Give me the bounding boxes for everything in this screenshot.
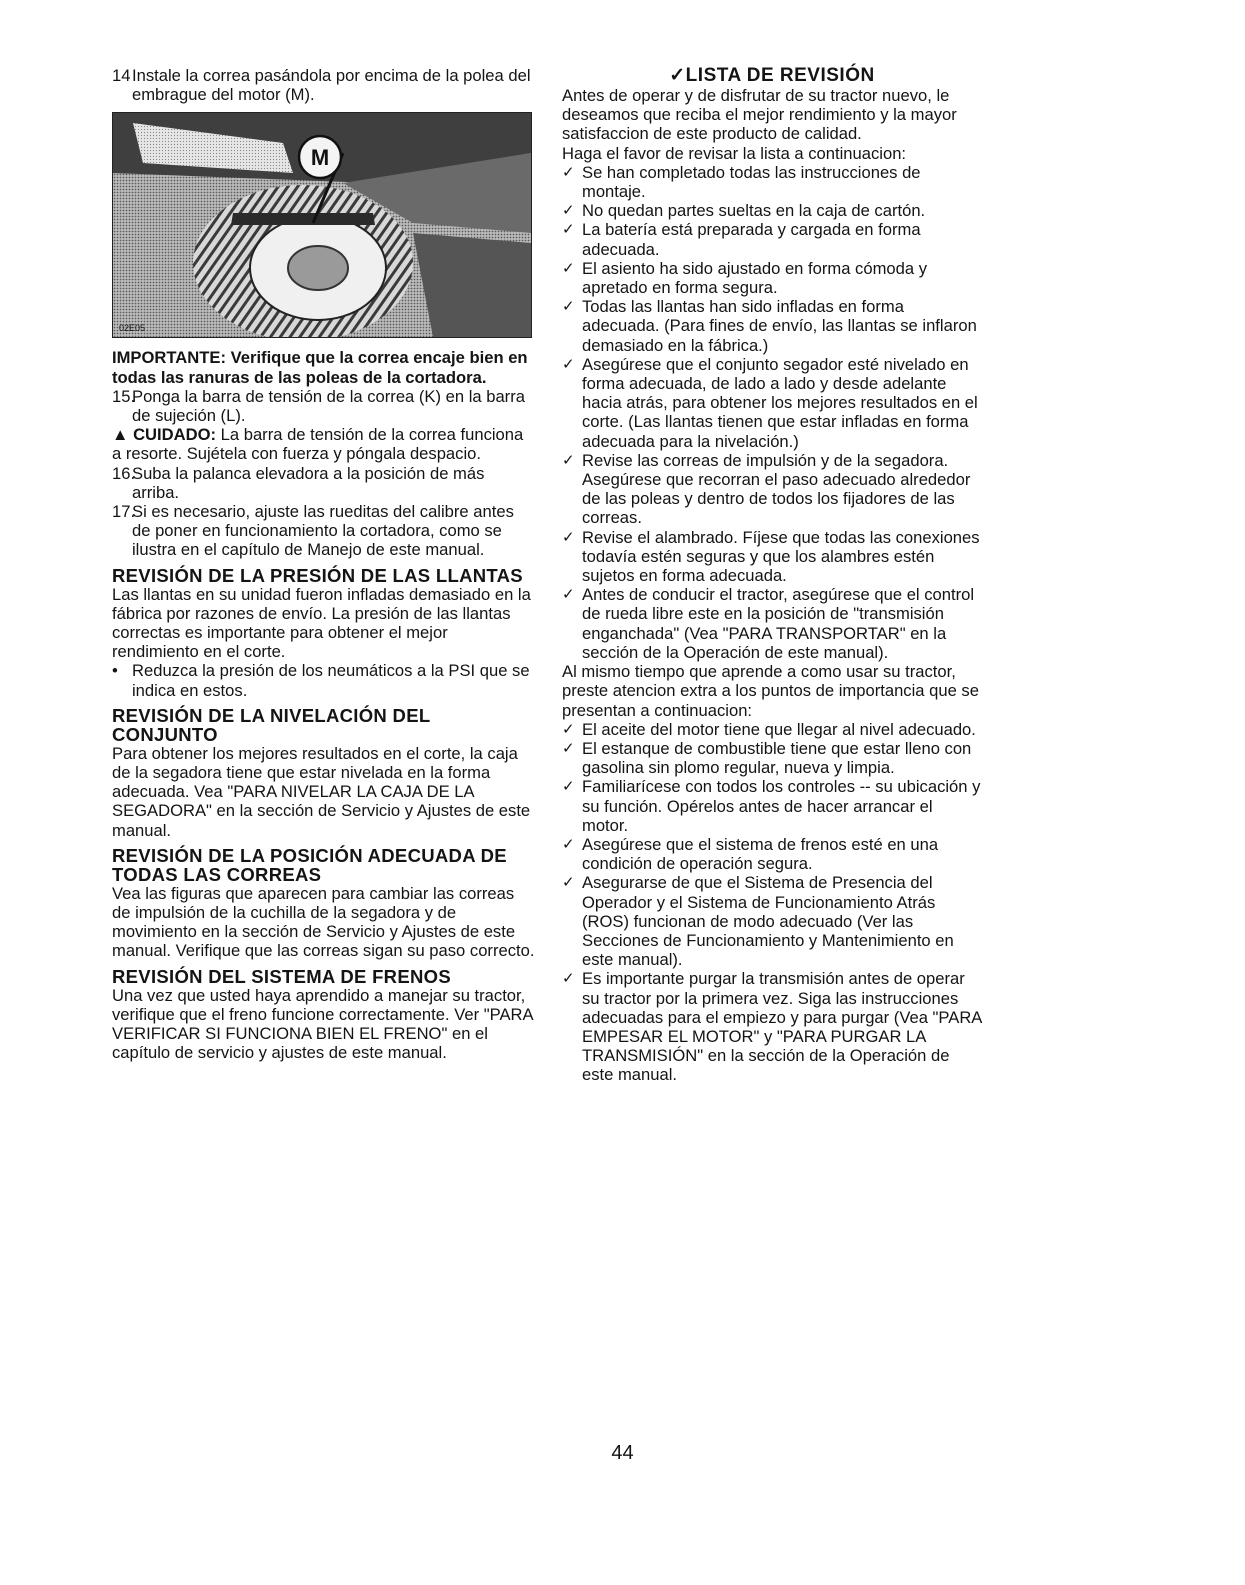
- checklist-item-text: Revise las correas de impulsión y de la segadora. Asegúrese que recorran el paso adecuado alrededor de las poleas y dentro de todos los fijadores de las correas.: [582, 450, 971, 528]
- checklist-item-text: Todas las llantas han sido infladas en forma adecuada. (Para fines de envío, las llantas se inflaron demasiado en la fábrica.): [582, 297, 977, 355]
- step-14: [112, 66, 536, 104]
- tire-pressure-body: Las llantas en su unidad fueron infladas demasiado en la fábrica por razones de envío. La presión de las llantas correctas es importante para obtener el mejor rendimiento en el corte.: [112, 584, 531, 662]
- check-icon: ✓: [562, 528, 575, 546]
- check-icon: ✓: [562, 970, 575, 988]
- check-icon: ✓: [562, 355, 575, 373]
- step-text: Instale la correa pasándola por encima de la polea del embrague del motor (M).: [132, 66, 531, 105]
- checklist-middle: Al mismo tiempo que aprende a como usar su tractor, preste atencion extra a los puntos de importancia que se presentan a continuacion:: [562, 662, 979, 720]
- checklist-item-text: Es importante purgar la transmisión antes de operar su tractor por la primera vez. Siga las instrucciones adecuadas para el empiezo y para purgar (Vea "PARA EMPESAR EL MOTOR" y "PARA PURGAR LA TRANSMISIÓN" en la sección de la Operación de este manual.: [582, 969, 982, 1085]
- checklist-item-text: Asegúrese que el sistema de frenos esté en una condición de operación segura.: [582, 834, 939, 874]
- checklist-group-1: [562, 163, 982, 662]
- heading-belt-position: REVISIÓN DE LA POSICIÓN ADECUADA DE TODAS LAS CORREAS: [112, 844, 507, 885]
- check-icon: ✓: [562, 221, 575, 239]
- checklist-item: [562, 355, 982, 451]
- step-number: 14: [112, 66, 131, 85]
- deck-leveling-body: Para obtener los mejores resultados en el corte, la caja de la segadora tiene que estar nivelada en la forma adecuada. Vea "PARA NIVELAR LA CAJA DE LA SEGADORA" en la sección de Servicio y Ajustes de este manual.: [112, 743, 531, 840]
- checklist-item: [562, 451, 982, 528]
- checklist-item-text: Asegúrese que el conjunto segador esté nivelado en forma adecuada, de lado a lado y desde adelante hacia atrás, para obtener los mejores resultados en el corte. (Las llantas tienen que estar infladas en forma adecuada para la nivelación.): [582, 354, 978, 451]
- checklist-item: [562, 259, 982, 297]
- check-icon: ✓: [562, 298, 575, 316]
- checklist-item-text: La batería está preparada y cargada en forma adecuada.: [582, 220, 921, 259]
- belt-position-body: Vea las figuras que aparecen para cambiar las correas de impulsión de la cuchilla de la segadora y de movimiento en la sección de Servicio y Ajustes de este manual. Verifique que las correas sigan su paso correcto.: [112, 883, 535, 961]
- heading-deck-leveling: REVISIÓN DE LA NIVELACIÓN DEL CONJUNTO: [112, 704, 431, 745]
- checklist-item-text: El estanque de combustible tiene que estar lleno con gasolina sin plomo regular, nueva y limpia.: [582, 738, 972, 778]
- check-icon: ✓: [562, 202, 575, 220]
- step-number: 17.: [112, 502, 136, 522]
- checklist-lead: Haga el favor de revisar la lista a continuacion:: [562, 143, 907, 163]
- check-icon: ✓: [562, 778, 575, 796]
- figure-engine-clutch-pulley: [112, 112, 532, 338]
- heading-tire-pressure: REVISIÓN DE LA PRESIÓN DE LAS LLANTAS: [112, 564, 523, 586]
- checklist-item-text: Asegurarse de que el Sistema de Presencia del Operador y el Sistema de Funcionamiento Atrás (ROS) funcionan de modo adecuado (Ver las Secciones de Funcionamiento y Mantenimiento en este manual).: [582, 873, 954, 970]
- checklist-item: [562, 969, 982, 1084]
- warning-icon: ▲: [112, 425, 129, 445]
- checklist-item-text: Familiarícese con todos los controles -- su ubicación y su función. Opérelos antes de hacer arrancar el motor.: [582, 777, 981, 835]
- checklist-title: ✓LISTA DE REVISIÓN: [669, 65, 875, 86]
- checklist-item: [562, 220, 982, 258]
- bullet-icon: •: [112, 661, 118, 681]
- checklist-item: [562, 528, 982, 586]
- checklist-item: [562, 777, 982, 835]
- left-column: [112, 66, 536, 1063]
- important-note: IMPORTANTE: Verifique que la correa encaje bien en todas las ranuras de las poleas de la cortadora.: [112, 348, 528, 387]
- checklist-item-text: Revise el alambrado. Fíjese que todas las conexiones todavía estén seguras y que los alambres estén sujetos en forma adecuada.: [582, 527, 980, 586]
- step-15: [112, 387, 536, 425]
- figure-photo: [113, 113, 531, 337]
- checklist-item-text: El asiento ha sido ajustado en forma cómoda y apretado en forma segura.: [582, 258, 927, 298]
- step-16: [112, 464, 536, 502]
- checklist-item: [562, 835, 982, 873]
- check-icon: ✓: [562, 739, 575, 757]
- step-text: Si es necesario, ajuste las rueditas del calibre antes de poner en funcionamiento la cortadora, como se ilustra en el capítulo de Manejo de este manual.: [132, 502, 514, 560]
- check-icon: ✓: [562, 451, 575, 469]
- check-icon: ✓: [562, 259, 575, 277]
- checklist-intro: Antes de operar y de disfrutar de su tractor nuevo, le deseamos que reciba el mejor rendimiento y la mayor satisfaccion de este producto de calidad.: [562, 86, 957, 144]
- checklist-item: [562, 720, 982, 739]
- check-icon: ✓: [562, 874, 575, 892]
- checklist-item-text: Antes de conducir el tractor, asegúrese que el control de rueda libre este en la posición de "transmisión enganchada" (Vea "PARA TRANSPORTAR" en la sección de la Operación de este manual).: [582, 585, 975, 662]
- check-icon: ✓: [562, 163, 575, 181]
- checklist-item: [562, 739, 982, 777]
- figure-code: 02E05: [119, 323, 146, 334]
- check-icon: ✓: [562, 835, 575, 853]
- page-number: 44: [611, 1442, 634, 1464]
- right-column: [562, 66, 982, 1085]
- step-number: 16.: [112, 463, 136, 483]
- check-icon: ✓: [562, 586, 575, 604]
- checklist-item-text: Se han completado todas las instrucciones de montaje.: [582, 162, 921, 202]
- step-text: Ponga la barra de tensión de la correa (K) en la barra de sujeción (L).: [132, 386, 525, 426]
- step-text: Suba la palanca elevadora a la posición de más arriba.: [132, 463, 485, 502]
- checklist-item-text: El aceite del motor tiene que llegar al nivel adecuado.: [582, 719, 976, 739]
- checklist-item: [562, 163, 982, 201]
- checklist-item-text: No quedan partes sueltas en la caja de cartón.: [582, 201, 926, 221]
- caution-label: CUIDADO:: [133, 425, 217, 445]
- checklist-group-2: [562, 720, 982, 1085]
- figure-callout-m: M: [310, 145, 330, 171]
- checklist-item: [562, 873, 982, 969]
- tire-pressure-bullet: [112, 661, 536, 699]
- brake-system-body: Una vez que usted haya aprendido a manejar su tractor, verifique que el freno funcione correctamente. Ver "PARA VERIFICAR SI FUNCIONA BIEN EL FRENO" en el capítulo de servicio y ajustes de este manual.: [112, 985, 533, 1063]
- check-icon: ✓: [562, 720, 575, 738]
- heading-brake-system: REVISIÓN DEL SISTEMA DE FRENOS: [112, 965, 451, 987]
- checklist-item: [562, 201, 982, 220]
- caution-text: La barra de tensión de la correa funciona a resorte. Sujétela con fuerza y póngala despacio.: [112, 425, 524, 464]
- step-17: [112, 502, 536, 560]
- checklist-item: [562, 585, 982, 662]
- bullet-text: Reduzca la presión de los neumáticos a la PSI que se indica en estos.: [132, 661, 530, 700]
- caution-note: [112, 425, 536, 463]
- step-number: 15.: [112, 386, 136, 406]
- checklist-item: [562, 297, 982, 355]
